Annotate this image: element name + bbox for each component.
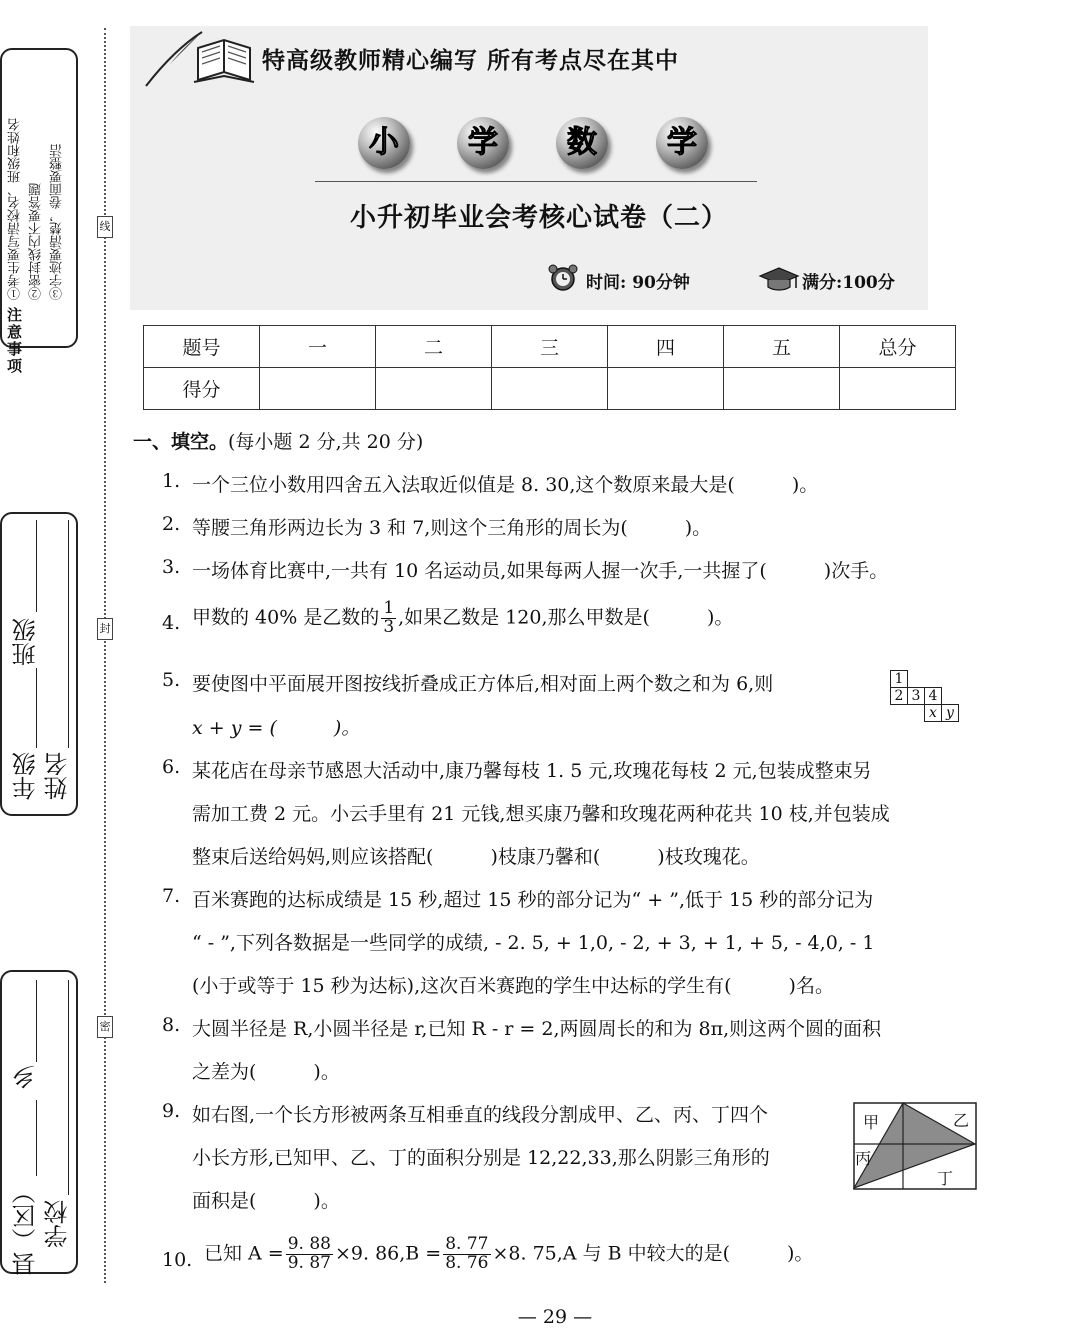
table-cell: 五	[724, 326, 840, 368]
school-label: 学校	[44, 1200, 72, 1248]
net-cell: 3	[908, 688, 925, 705]
question-number: 2.	[162, 513, 181, 535]
question-number: 4.	[162, 612, 181, 634]
question-number: 1.	[162, 470, 181, 492]
score-input-cell[interactable]	[260, 368, 376, 410]
notice-item-3: ③字迹要清楚，卷面要整洁	[50, 144, 65, 300]
table-cell: 二	[376, 326, 492, 368]
township-label: 乡	[12, 1065, 40, 1089]
question-5-line-1: 要使图中平面展开图按线折叠成正方体后,相对面上两个数之和为 6,则	[192, 673, 774, 695]
question-number: 5.	[162, 669, 181, 691]
q10-middle: ×9. 86,B =	[335, 1242, 442, 1265]
grade-field-line[interactable]	[36, 668, 37, 748]
seal-mark-xian: 线	[97, 216, 113, 238]
score-input-cell[interactable]	[376, 368, 492, 410]
exam-time: 时间: 90分钟	[586, 273, 690, 293]
class-field-line[interactable]	[36, 520, 37, 612]
name-label: 姓名	[44, 752, 72, 800]
exam-subtitle: 小升初毕业会考核心试卷（二）	[349, 203, 728, 233]
region-label-jia: 甲	[863, 1113, 880, 1132]
seal-mark-feng: 封	[97, 618, 113, 640]
notice-item-2: ②密封线内不要答题	[29, 183, 44, 300]
fraction-numerator: 1	[383, 598, 395, 618]
title-char-3: 数	[556, 117, 608, 169]
question-number: 7.	[162, 885, 181, 907]
question-number: 6.	[162, 756, 181, 778]
notice-item-1: ①考生要写清校名、班级和姓名	[8, 118, 23, 300]
question-6-line-1: 某花店在母亲节感恩大活动中,康乃馨每枝 1. 5 元,玫瑰花每枝 2 元,包装成整束另	[192, 760, 872, 782]
question-8-line-1: 大圆半径是 R,小圆半径是 r,已知 R - r = 2,两圆周长的和为 8π,则这两个圆的面积	[192, 1018, 882, 1040]
score-input-cell[interactable]	[492, 368, 608, 410]
q10-a-label: 已知 A =	[204, 1242, 284, 1265]
seal-mark-mi: 密	[97, 1016, 113, 1038]
clock-icon	[545, 264, 581, 296]
q4-text-end: ,如果乙数是 120,那么甲数是( )。	[398, 606, 734, 629]
question-number: 9.	[162, 1100, 181, 1122]
question-2: 等腰三角形两边长为 3 和 7,则这个三角形的周长为( )。	[192, 517, 712, 539]
county-field-line[interactable]	[36, 1100, 37, 1176]
fraction	[381, 600, 396, 637]
question-6-line-2: 需加工费 2 元。小云手里有 21 元钱,想买康乃馨和玫瑰花两种花共 10 枝,并包装成	[192, 803, 890, 825]
full-score: 满分:100分	[802, 273, 895, 293]
region-label-bing: 丙	[855, 1149, 872, 1168]
question-4	[192, 600, 733, 637]
page-number: — 29 —	[517, 1306, 593, 1328]
score-input-cell[interactable]	[608, 368, 724, 410]
question-number: 10.	[162, 1249, 193, 1271]
township-field-line[interactable]	[36, 980, 37, 1062]
score-input-cell[interactable]	[724, 368, 840, 410]
title-char-2: 学	[457, 117, 509, 169]
question-7-line-3: (小于或等于 15 秒为达标),这次百米赛跑的学生中达标的学生有( )名。	[192, 975, 834, 997]
question-7-line-2: “ - ”,下列各数据是一些同学的成绩, - 2. 5, + 1,0, - 2, + 3, + 1, + 5, - 4,0, - 1	[192, 932, 875, 954]
school-field-line[interactable]	[68, 980, 69, 1195]
title-char-4: 学	[656, 117, 708, 169]
table-row	[144, 326, 956, 368]
table-cell: 总分	[840, 326, 956, 368]
question-7-line-1: 百米赛跑的达标成绩是 15 秒,超过 15 秒的部分记为“ + ”,低于 15 秒的部分记为	[192, 889, 874, 911]
grade-label: 年级	[12, 752, 40, 800]
title-rule	[315, 181, 757, 182]
title-char-1: 小	[358, 117, 410, 169]
cube-net-figure	[890, 670, 976, 722]
table-cell: 一	[260, 326, 376, 368]
question-9-line-2: 小长方形,已知甲、乙、丁的面积分别是 12,22,33,那么阴影三角形的	[192, 1147, 770, 1169]
region-label-ding: 丁	[937, 1169, 954, 1188]
region-label-yi: 乙	[953, 1111, 970, 1130]
question-9-line-3: 面积是( )。	[192, 1190, 340, 1212]
table-cell: 三	[492, 326, 608, 368]
net-cell: 4	[925, 688, 942, 705]
net-cell: x	[925, 705, 942, 722]
net-cell: 1	[891, 671, 908, 688]
fraction-denominator: 9. 87	[287, 1252, 331, 1273]
fraction	[286, 1236, 333, 1273]
header-slogan: 特高级教师精心编写 所有考点尽在其中	[262, 48, 680, 74]
question-8-line-2: 之差为( )。	[192, 1061, 340, 1083]
class-label: 班级	[12, 618, 40, 666]
table-cell: 题号	[144, 326, 260, 368]
net-cell: 2	[891, 688, 908, 705]
section-title: 一、填空。	[133, 431, 229, 453]
table-cell: 四	[608, 326, 724, 368]
net-cell: y	[942, 705, 959, 722]
fraction-numerator: 9. 88	[287, 1234, 331, 1254]
q10-text-end: ×8. 75,A 与 B 中较大的是( )。	[492, 1242, 814, 1265]
question-9-line-1: 如右图,一个长方形被两条互相垂直的线段分割成甲、乙、丙、丁四个	[192, 1104, 769, 1126]
question-5-line-2: x + y = ( )。	[192, 717, 361, 739]
fraction	[443, 1236, 490, 1273]
book-quill-logo	[140, 28, 260, 94]
question-6-line-3: 整束后送给妈妈,则应该搭配( )枝康乃馨和( )枝玫瑰花。	[192, 846, 760, 868]
rectangle-triangle-figure	[853, 1102, 977, 1190]
graduation-cap-icon	[758, 266, 800, 296]
section-note: (每小题 2 分,共 20 分)	[228, 431, 424, 453]
fraction-denominator: 3	[383, 616, 395, 637]
q4-text-start: 甲数的 40% 是乙数的	[192, 606, 380, 629]
county-label: 县（区）	[12, 1180, 40, 1276]
table-row	[144, 368, 956, 410]
notice-title: 注意事项	[5, 307, 23, 375]
fraction-numerator: 8. 77	[445, 1234, 489, 1254]
fraction-denominator: 8. 76	[445, 1252, 489, 1273]
name-field-line[interactable]	[68, 520, 69, 748]
score-table	[143, 325, 956, 410]
score-input-cell[interactable]	[840, 368, 956, 410]
question-number: 8.	[162, 1014, 181, 1036]
question-number: 3.	[162, 556, 181, 578]
question-1: 一个三位小数用四舍五入法取近似值是 8. 30,这个数原来最大是( )。	[192, 474, 819, 496]
table-cell: 得分	[144, 368, 260, 410]
question-10	[204, 1236, 813, 1273]
section-heading	[133, 427, 423, 454]
question-3: 一场体育比赛中,一共有 10 名运动员,如果每两人握一次手,一共握了( )次手。	[192, 560, 889, 582]
